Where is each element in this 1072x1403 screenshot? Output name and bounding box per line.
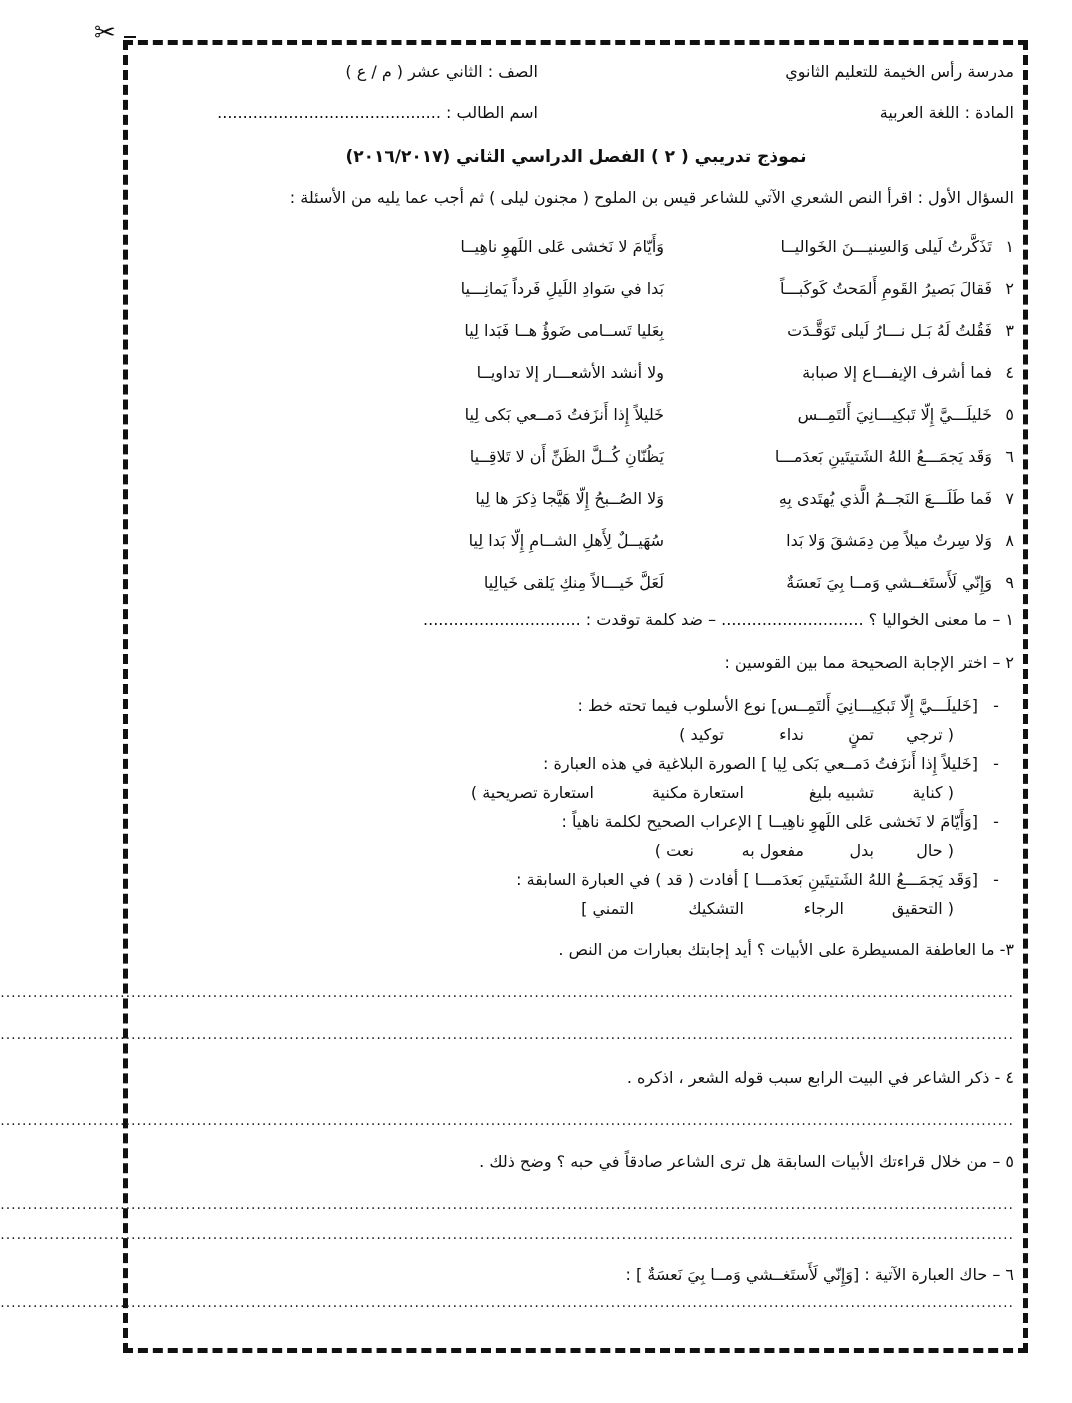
choice-item [138,696,1014,715]
verse-first-hemistich: فما أشرف الإيفـــاع إلا صبابة [802,362,992,382]
choice-option[interactable]: التمني ] [581,899,634,918]
verse-number: ٦ [1005,446,1014,466]
verse-number: ٣ [1005,320,1014,340]
question-6: ٦ – حاك العبارة الآتية : [وَإِنّي لَأَستَغــشي وَمــا بِيَ نَعسَةٌ ] : [625,1265,1014,1284]
verse-number: ٥ [1005,404,1014,424]
verse-second-hemistich: سُهَيــلٌ لِأَهلِ الشــامِ إِلّا بَدا لِيا [468,530,664,550]
verse-number: ٢ [1005,278,1014,298]
verse-first-hemistich: وَقَد يَجمَـــعُ اللهُ الشَتيتَينِ بَعدَمـــا [774,446,992,466]
verse-line [138,435,1014,477]
choice-options [434,783,954,802]
choice-option[interactable]: نداء [779,725,804,744]
verse-line [138,561,1014,603]
answer-line[interactable]: .......................................................................................................................................................................................... [0,1227,1014,1243]
verse-line [138,351,1014,393]
choice-options [644,725,954,744]
student-name-field[interactable]: اسم الطالب : ............................................ [217,103,538,122]
choice-stem: [وَأَيّامَ لا نَخشى عَلى اللَهوِ ناهِيــا ] الإعراب الصحيح لكلمة ناهياً : [561,812,978,831]
answer-line[interactable]: .......................................................................................................................................................................................... [0,1197,1014,1213]
verse-line [138,519,1014,561]
choice-option[interactable]: مفعول به [741,841,804,860]
cut-line [124,36,136,38]
school-name: مدرسة رأس الخيمة للتعليم الثانوي [785,62,1014,81]
verse-line [138,477,1014,519]
verse-second-hemistich: بَدا في سَوادِ اللَيلِ فَرداً يَمانِـــيا [460,278,664,298]
verse-first-hemistich: فَما طَلَـــعَ النَجــمُ الَّذي يُهتَدى بِهِ [778,488,992,508]
choice-item [138,812,1014,831]
verse-line [138,267,1014,309]
verse-second-hemistich: خَليلاً إِذا أَنزَفتُ دَمــعي بَكى لِيا [464,404,664,424]
choice-option[interactable]: استعارة تصريحية ) [470,783,594,802]
question-2: ٢ – اختر الإجابة الصحيحة مما بين القوسين : [724,653,1014,672]
answer-line[interactable]: .......................................................................................................................................................................................... [0,1295,1014,1311]
answer-line[interactable]: .......................................................................................................................................................................................... [0,985,1014,1001]
question-5: ٥ – من خلال قراءتك الأبيات السابقة هل ترى الشاعر صادقاً في حبه ؟ وضح ذلك . [479,1152,1014,1171]
choice-stem: [وَقَد يَجمَـــعُ اللهُ الشَتيتَينِ بَعدَمـــا ] أفادت ( قد ) في العبارة السابقة : [516,870,978,889]
choice-option[interactable]: بدل [849,841,874,860]
verse-first-hemistich: فَقالَ بَصيرُ القَومِ أَلمَحتُ كَوكَبـــاً [779,278,992,298]
choice-option[interactable]: ( ترجي [906,725,954,744]
verse-line [138,309,1014,351]
choice-option[interactable]: تمنٍ [848,725,874,744]
choice-item [138,754,1014,773]
grade-label: الصف : الثاني عشر ( م / ع ) [345,62,538,81]
choice-item [138,870,1014,889]
list-dash: - [993,870,999,889]
choice-option[interactable]: توكيد ) [679,725,724,744]
verse-first-hemistich: وَلا سِرتُ ميلاً مِن دِمَشقَ وَلا بَدا [786,530,992,550]
verse-second-hemistich: لَعَلَّ خَيـــالاً مِنكِ يَلقى خَيالِيا [483,572,664,592]
verse-number: ١ [1005,236,1014,256]
choice-option[interactable]: ( كناية [912,783,954,802]
verse-first-hemistich: تَذَكَّرتُ لَيلى وَالسِنيـــنَ الخَواليــا [780,236,992,256]
choice-option[interactable]: تشبيه بليغ [808,783,874,802]
choice-option[interactable]: الرجاء [803,899,844,918]
question-4: ٤ - ذكر الشاعر في البيت الرابع سبب قوله الشعر ، اذكره . [626,1068,1014,1087]
list-dash: - [993,812,999,831]
verse-second-hemistich: ولا أنشد الأشعـــار إلا تداويــا [476,362,664,382]
page-title: نموذج تدريبي ( ٢ ) الفصل الدراسي الثاني (٢٠١٦/٢٠١٧) [345,147,807,167]
choice-options [544,899,954,918]
list-dash: - [993,696,999,715]
verse-first-hemistich: خَليلَـــيَّ إِلّا تَبكِيـــانِيَ أَلتَمِــس [797,404,992,424]
verse-second-hemistich: وَأَيّامَ لا نَخشى عَلى اللَهوِ ناهِيــا [460,236,664,256]
question-1: ١ – ما معنى الخواليا ؟ ............................ – ضد كلمة توقدت : ............................... [423,610,1014,629]
header-row-2 [138,103,1014,122]
subject-label: المادة : اللغة العربية [879,103,1014,122]
list-dash: - [993,754,999,773]
answer-line[interactable]: .......................................................................................................................................................................................... [0,1027,1014,1043]
verse-number: ٤ [1005,362,1014,382]
verse-second-hemistich: يَظُنّانِ كُــلَّ الظَنِّ أَن لا تَلاقِــيا [469,446,664,466]
verse-line [138,225,1014,267]
answer-line[interactable]: .......................................................................................................................................................................................... [0,1113,1014,1129]
choice-stem: [خَليلاً إِذا أَنزَفتُ دَمــعي بَكى لِيا ] الصورة البلاغية في هذه العبارة : [543,754,978,773]
scissors-icon: ✂ [94,18,116,48]
choice-stem: [خَليلَـــيَّ إِلّا تَبكِيـــانِيَ أَلتَمِــس] نوع الأسلوب فيما تحته خط : [577,696,978,715]
poem [138,225,1014,603]
question-3: ٣- ما العاطفة المسيطرة على الأبيات ؟ أيد إجابتك بعبارات من النص . [558,940,1014,959]
choice-option[interactable]: ( حال [916,841,954,860]
choice-option[interactable]: استعارة مكنية [651,783,744,802]
verse-number: ٨ [1005,530,1014,550]
verse-line [138,393,1014,435]
question1-intro: السؤال الأول : اقرأ النص الشعري الآتي للشاعر قيس بن الملوح ( مجنون ليلى ) ثم أجب عما يليه من الأسئلة : [289,188,1014,207]
verse-second-hemistich: وَلا الصُــبحُ إِلّا هَيَّجا ذِكرَ ها لِيا [475,488,664,508]
verse-first-hemistich: وَإِنّي لَأَستَغــشي وَمــا بِيَ نَعسَةٌ [786,572,992,592]
verse-second-hemistich: بِعَليا تَســامى ضَوؤُ هــا فَبَدا لِيا [464,320,664,340]
verse-first-hemistich: فَقُلتُ لَهُ بَـل نـــارُ لَيلى تَوَقَّـدَت [787,320,992,340]
verse-number: ٩ [1005,572,1014,592]
choice-options [614,841,954,860]
choice-option[interactable]: التشكيك [688,899,744,918]
choice-option[interactable]: ( التحقيق [891,899,954,918]
verse-number: ٧ [1005,488,1014,508]
header-row-1 [138,62,1014,81]
choice-option[interactable]: نعت ) [654,841,694,860]
